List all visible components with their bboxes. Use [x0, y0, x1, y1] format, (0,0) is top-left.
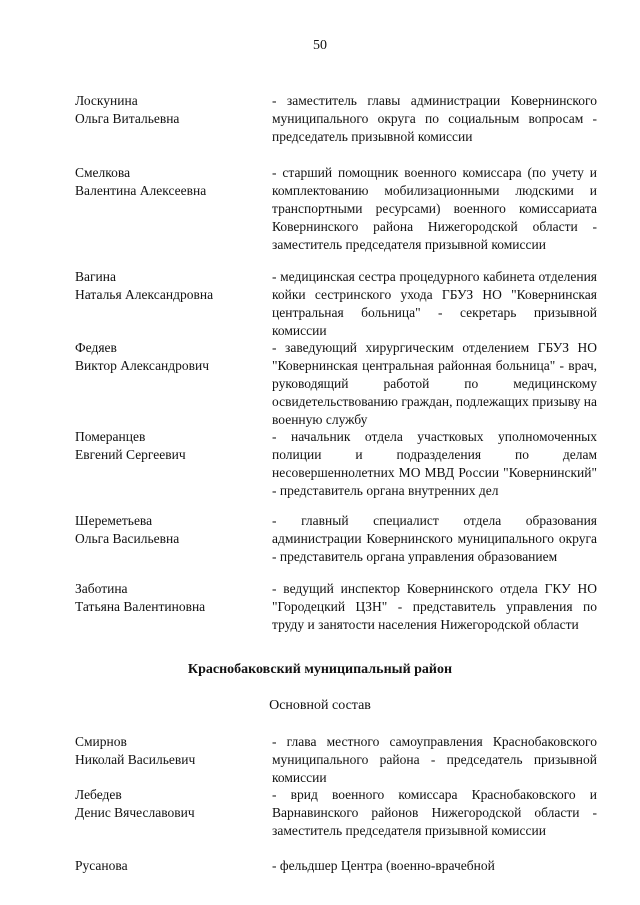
member-name: [75, 428, 265, 464]
member-role: - медицинская сестра процедурного кабинета отделения койки сестринского ухода ГБУЗ НО "Ковернинская центральная больница" - секретарь призывной комиссии: [272, 269, 597, 338]
member-role: - ведущий инспектор Ковернинского отдела ГКУ НО "Городецкий ЦЗН" - представитель управления по труду и занятости населения Нижегородской области: [272, 581, 597, 632]
member-role: - фельдшер Центра (военно-врачебной: [272, 858, 495, 873]
member-surname: Смирнов: [75, 734, 127, 749]
member-surname: Русанова: [75, 858, 128, 873]
member-name: [75, 580, 265, 616]
member-role: - врид военного комиссара Краснобаковского и Варнавинского районов Нижегородской области - заместитель председателя призывной комиссии: [272, 787, 597, 838]
member-surname: Федяев: [75, 340, 117, 355]
member-given-names: Николай Васильевич: [75, 752, 196, 767]
member-role: - начальник отдела участковых уполномоченных полиции и подразделения по делам несовершеннолетних МО МВД России "Ковернинский" - представитель органа внутренних дел: [272, 429, 597, 498]
member-name: [75, 268, 265, 304]
member-name: [75, 339, 265, 375]
member-role: - глава местного самоуправления Краснобаковского муниципального района - председатель призывной комиссии: [272, 734, 597, 785]
page-number: 50: [313, 38, 327, 53]
member-role: - заведующий хирургическим отделением ГБУЗ НО "Ковернинская центральная районная больница" - врач, руководящий работой по медицинскому освидетельствованию граждан, подлежащих призыву на военную службу: [272, 340, 597, 427]
member-name: [75, 512, 265, 548]
member-surname: Померанцев: [75, 429, 146, 444]
member-surname: Лоскунина: [75, 93, 138, 108]
member-name: [75, 857, 265, 875]
member-given-names: Валентина Алексеевна: [75, 183, 207, 198]
member-role: - заместитель главы администрации Ковернинского муниципального округа по социальным вопросам - председатель призывной комиссии: [272, 93, 597, 144]
member-name: [75, 92, 265, 128]
member-given-names: Ольга Васильевна: [75, 531, 180, 546]
member-given-names: Татьяна Валентиновна: [75, 599, 206, 614]
member-name: [75, 786, 265, 822]
member-role: - главный специалист отдела образования администрации Ковернинского муниципального округа - представитель органа управления образованием: [272, 513, 597, 564]
member-surname: Вагина: [75, 269, 116, 284]
member-given-names: Виктор Александрович: [75, 358, 210, 373]
member-role: - старший помощник военного комиссара (по учету и комплектованию мобилизационными людскими и транспортными ресурсами) военного комиссариата Ковернинского района Нижегородской области - заместитель председателя призывной комиссии: [272, 165, 597, 252]
subsection-title: Основной состав: [269, 698, 371, 713]
member-name: [75, 164, 265, 200]
member-given-names: Наталья Александровна: [75, 287, 214, 302]
member-surname: Лебедев: [75, 787, 122, 802]
member-given-names: Ольга Витальевна: [75, 111, 180, 126]
member-given-names: Денис Вячеславович: [75, 805, 195, 820]
member-given-names: Евгений Сергеевич: [75, 447, 186, 462]
member-surname: Заботина: [75, 581, 128, 596]
member-surname: Смелкова: [75, 165, 131, 180]
section-title: Краснобаковский муниципальный район: [187, 662, 453, 677]
member-surname: Шереметьева: [75, 513, 153, 528]
member-name: [75, 733, 265, 769]
